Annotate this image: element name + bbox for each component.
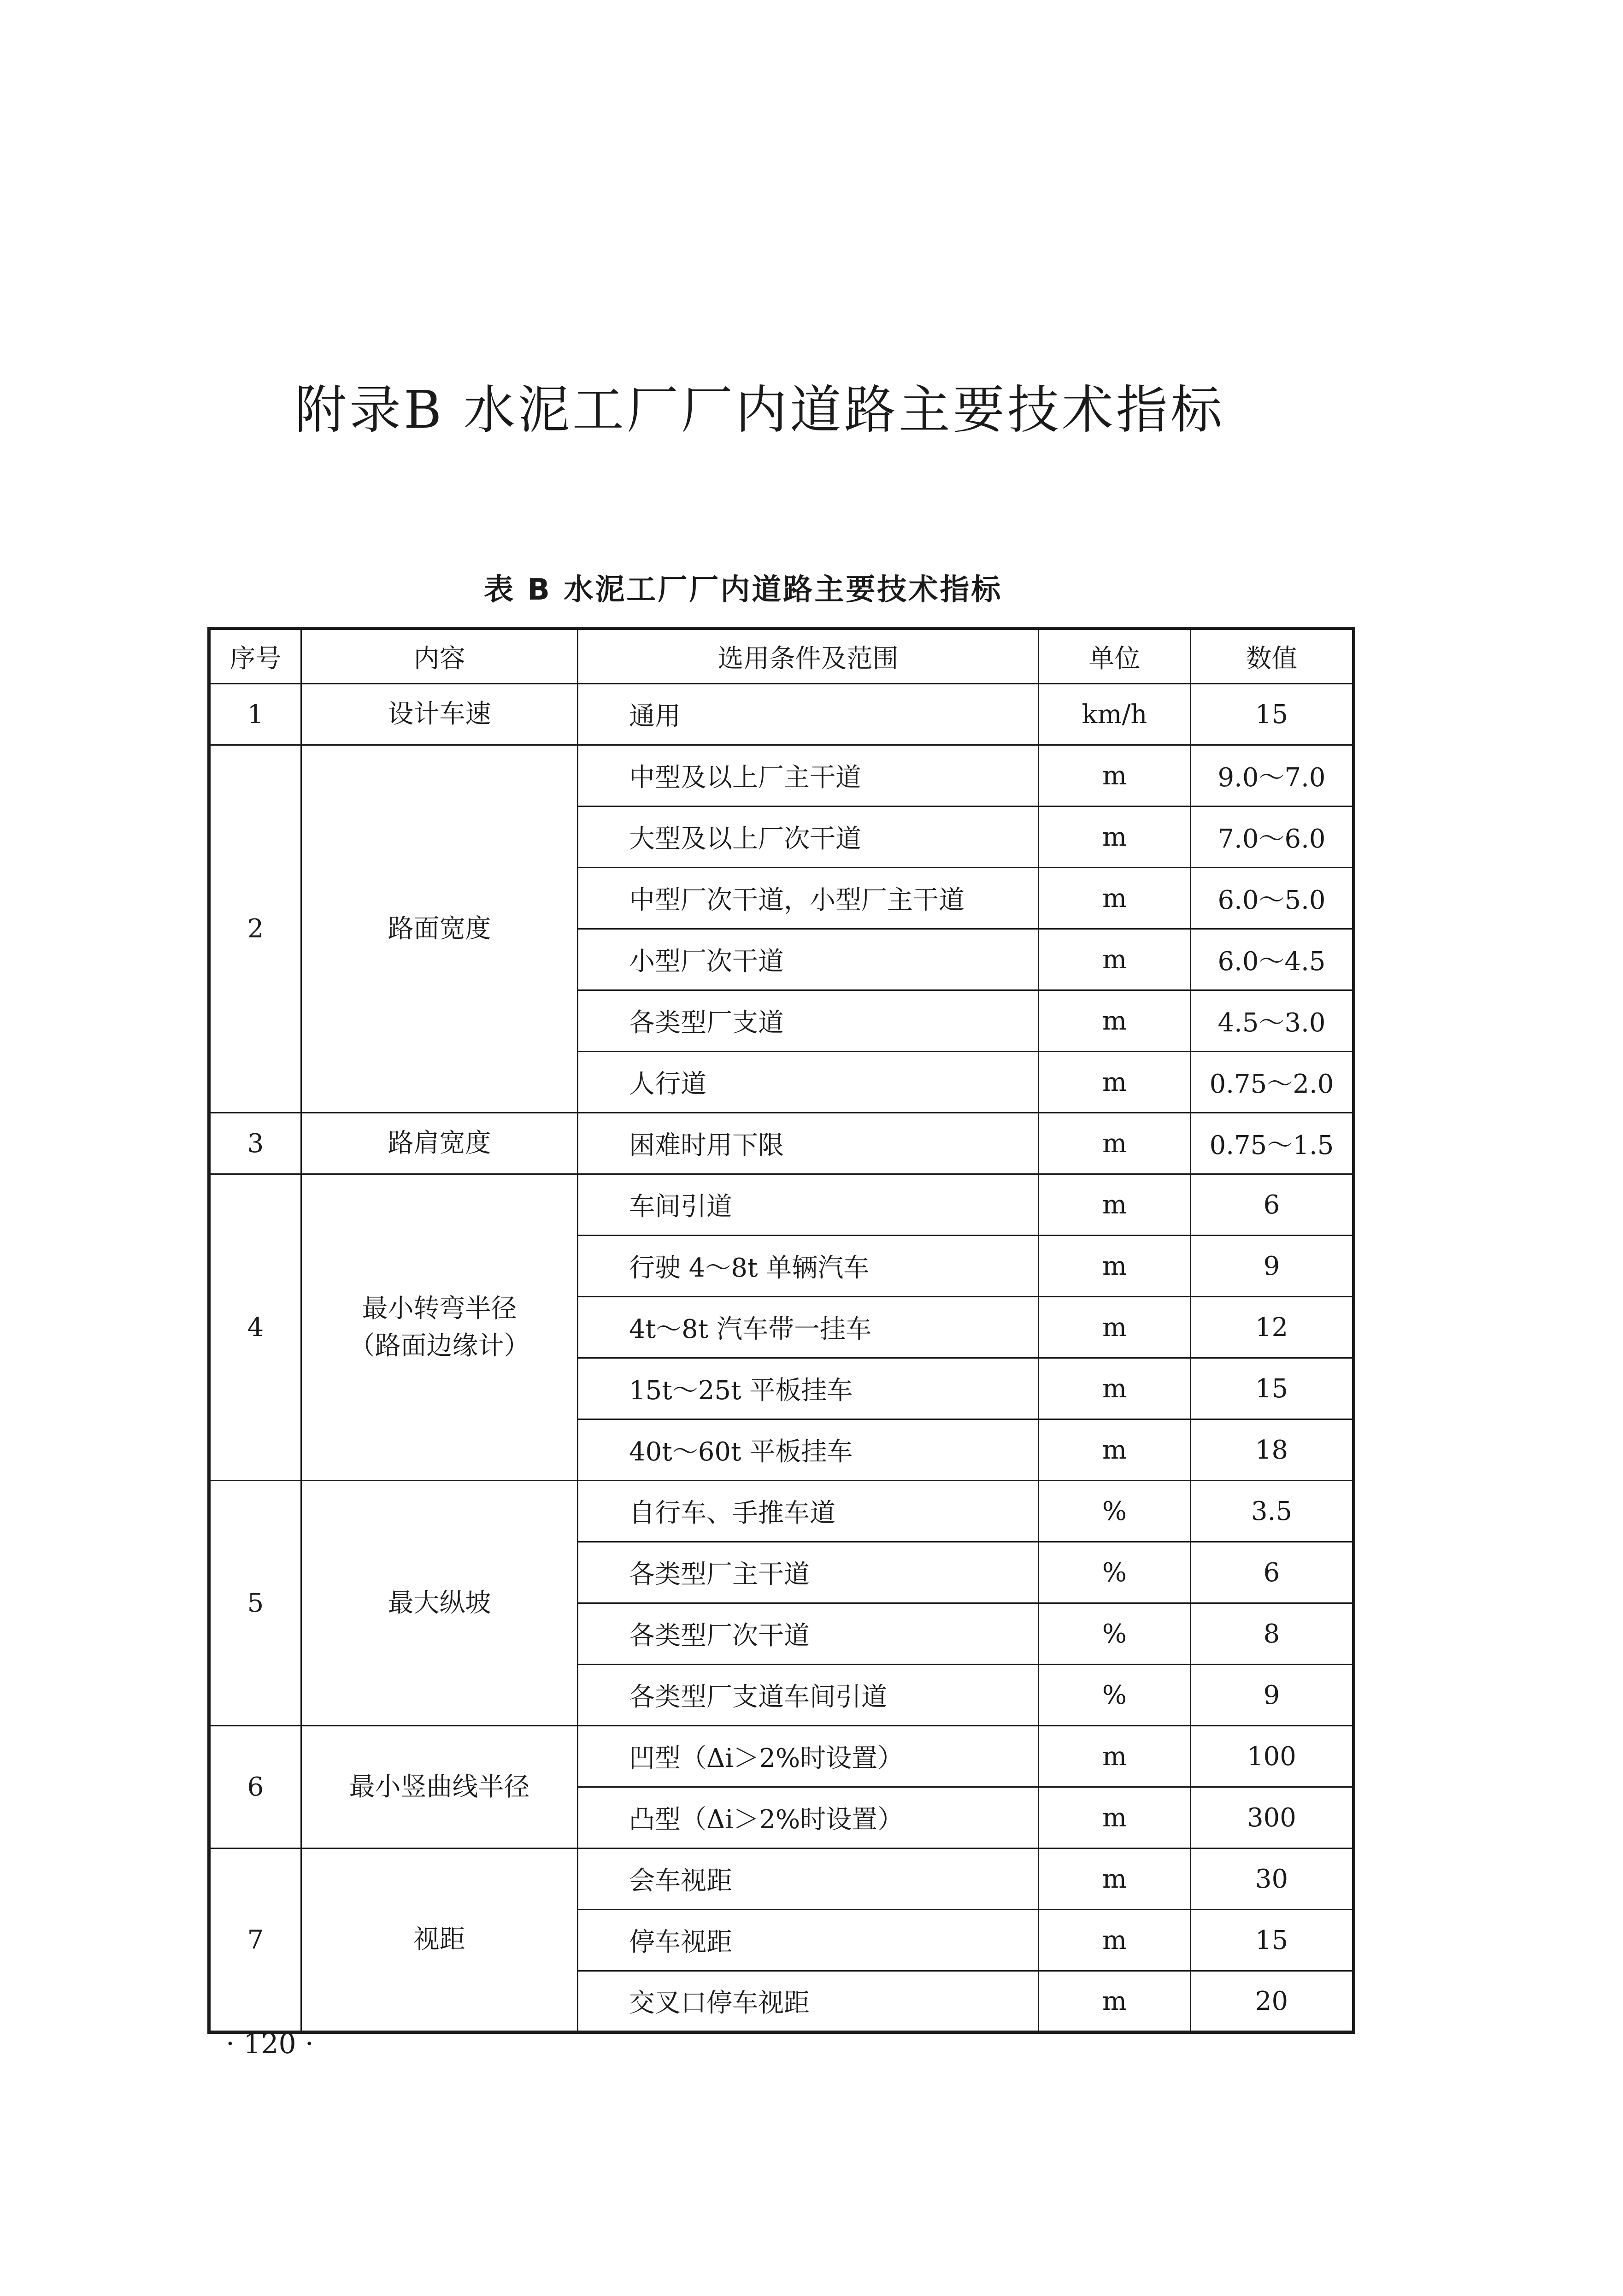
condition-cell: 4t～8t 汽车带一挂车 bbox=[578, 1297, 1039, 1358]
seq-cell: 2 bbox=[209, 745, 301, 1113]
unit-cell: m bbox=[1039, 929, 1191, 990]
content-cell bbox=[301, 1174, 578, 1481]
header-condition: 选用条件及范围 bbox=[578, 629, 1039, 684]
unit-cell: m bbox=[1039, 745, 1191, 807]
unit-cell: % bbox=[1039, 1481, 1191, 1542]
condition-cell: 会车视距 bbox=[578, 1849, 1039, 1910]
condition-cell: 各类型厂支道 bbox=[578, 990, 1039, 1052]
unit-cell: m bbox=[1039, 1787, 1191, 1849]
value-cell: 4.5～3.0 bbox=[1191, 990, 1354, 1052]
unit-cell: m bbox=[1039, 868, 1191, 929]
condition-cell: 困难时用下限 bbox=[578, 1113, 1039, 1174]
content-cell: 视距 bbox=[301, 1849, 578, 2032]
value-cell: 6.0～5.0 bbox=[1191, 868, 1354, 929]
table-row bbox=[209, 1113, 1354, 1174]
condition-cell: 40t～60t 平板挂车 bbox=[578, 1419, 1039, 1481]
value-cell: 12 bbox=[1191, 1297, 1354, 1358]
unit-cell: m bbox=[1039, 1849, 1191, 1910]
table-row bbox=[209, 1849, 1354, 1910]
content-cell: 路面宽度 bbox=[301, 745, 578, 1113]
unit-cell: m bbox=[1039, 1726, 1191, 1787]
content-cell: 设计车速 bbox=[301, 684, 578, 745]
condition-cell: 凹型（Δi＞2%时设置） bbox=[578, 1726, 1039, 1787]
unit-cell: m bbox=[1039, 1297, 1191, 1358]
condition-cell: 人行道 bbox=[578, 1052, 1039, 1113]
value-cell: 15 bbox=[1191, 1358, 1354, 1419]
unit-cell: % bbox=[1039, 1603, 1191, 1665]
unit-cell: m bbox=[1039, 1052, 1191, 1113]
unit-cell: m bbox=[1039, 1910, 1191, 1971]
condition-cell: 凸型（Δi＞2%时设置） bbox=[578, 1787, 1039, 1849]
header-content: 内容 bbox=[301, 629, 578, 684]
value-cell: 6 bbox=[1191, 1174, 1354, 1236]
unit-cell: m bbox=[1039, 1174, 1191, 1236]
condition-cell: 各类型厂主干道 bbox=[578, 1542, 1039, 1603]
seq-cell: 6 bbox=[209, 1726, 301, 1849]
value-cell: 6 bbox=[1191, 1542, 1354, 1603]
condition-cell: 停车视距 bbox=[578, 1910, 1039, 1971]
condition-cell: 各类型厂支道车间引道 bbox=[578, 1665, 1039, 1726]
table-caption: 表 B 水泥工厂厂内道路主要技术指标 bbox=[484, 573, 1003, 607]
value-cell: 9 bbox=[1191, 1665, 1354, 1726]
unit-cell: m bbox=[1039, 1113, 1191, 1174]
condition-cell: 自行车、手推车道 bbox=[578, 1481, 1039, 1542]
table-row bbox=[209, 745, 1354, 807]
condition-cell: 中型及以上厂主干道 bbox=[578, 745, 1039, 807]
condition-cell: 小型厂次干道 bbox=[578, 929, 1039, 990]
appendix-title: 附录B 水泥工厂厂内道路主要技术指标 bbox=[295, 380, 1225, 440]
unit-cell: % bbox=[1039, 1665, 1191, 1726]
condition-cell: 大型及以上厂次干道 bbox=[578, 807, 1039, 868]
table-row bbox=[209, 684, 1354, 745]
seq-cell: 3 bbox=[209, 1113, 301, 1174]
header-unit: 单位 bbox=[1039, 629, 1191, 684]
value-cell: 0.75～1.5 bbox=[1191, 1113, 1354, 1174]
header-value: 数值 bbox=[1191, 629, 1354, 684]
condition-cell: 行驶 4～8t 单辆汽车 bbox=[578, 1236, 1039, 1297]
value-cell: 7.0～6.0 bbox=[1191, 807, 1354, 868]
value-cell: 18 bbox=[1191, 1419, 1354, 1481]
value-cell: 300 bbox=[1191, 1787, 1354, 1849]
content-cell: 路肩宽度 bbox=[301, 1113, 578, 1174]
spec-table bbox=[207, 627, 1355, 2034]
value-cell: 30 bbox=[1191, 1849, 1354, 1910]
value-cell: 9.0～7.0 bbox=[1191, 745, 1354, 807]
page-number: · 120 · bbox=[226, 2028, 314, 2060]
condition-cell: 通用 bbox=[578, 684, 1039, 745]
unit-cell: m bbox=[1039, 1419, 1191, 1481]
unit-cell: % bbox=[1039, 1542, 1191, 1603]
value-cell: 3.5 bbox=[1191, 1481, 1354, 1542]
condition-cell: 中型厂次干道，小型厂主干道 bbox=[578, 868, 1039, 929]
seq-cell: 1 bbox=[209, 684, 301, 745]
value-cell: 20 bbox=[1191, 1971, 1354, 2032]
value-cell: 15 bbox=[1191, 684, 1354, 745]
unit-cell: m bbox=[1039, 1971, 1191, 2032]
table-row bbox=[209, 1481, 1354, 1542]
seq-cell: 7 bbox=[209, 1849, 301, 2032]
condition-cell: 交叉口停车视距 bbox=[578, 1971, 1039, 2032]
content-line: 最小转弯半径 bbox=[362, 1293, 517, 1324]
table-header-row bbox=[209, 629, 1354, 684]
value-cell: 15 bbox=[1191, 1910, 1354, 1971]
seq-cell: 5 bbox=[209, 1481, 301, 1726]
unit-cell: m bbox=[1039, 990, 1191, 1052]
seq-cell: 4 bbox=[209, 1174, 301, 1481]
value-cell: 0.75～2.0 bbox=[1191, 1052, 1354, 1113]
condition-cell: 15t～25t 平板挂车 bbox=[578, 1358, 1039, 1419]
content-cell: 最大纵坡 bbox=[301, 1481, 578, 1726]
value-cell: 100 bbox=[1191, 1726, 1354, 1787]
unit-cell: m bbox=[1039, 807, 1191, 868]
content-cell: 最小竖曲线半径 bbox=[301, 1726, 578, 1849]
value-cell: 6.0～4.5 bbox=[1191, 929, 1354, 990]
condition-cell: 车间引道 bbox=[578, 1174, 1039, 1236]
table-row bbox=[209, 1174, 1354, 1236]
header-seq: 序号 bbox=[209, 629, 301, 684]
unit-cell: km/h bbox=[1039, 684, 1191, 745]
value-cell: 8 bbox=[1191, 1603, 1354, 1665]
unit-cell: m bbox=[1039, 1236, 1191, 1297]
content-line: （路面边缘计） bbox=[349, 1331, 530, 1361]
value-cell: 9 bbox=[1191, 1236, 1354, 1297]
condition-cell: 各类型厂次干道 bbox=[578, 1603, 1039, 1665]
unit-cell: m bbox=[1039, 1358, 1191, 1419]
table-row bbox=[209, 1726, 1354, 1787]
